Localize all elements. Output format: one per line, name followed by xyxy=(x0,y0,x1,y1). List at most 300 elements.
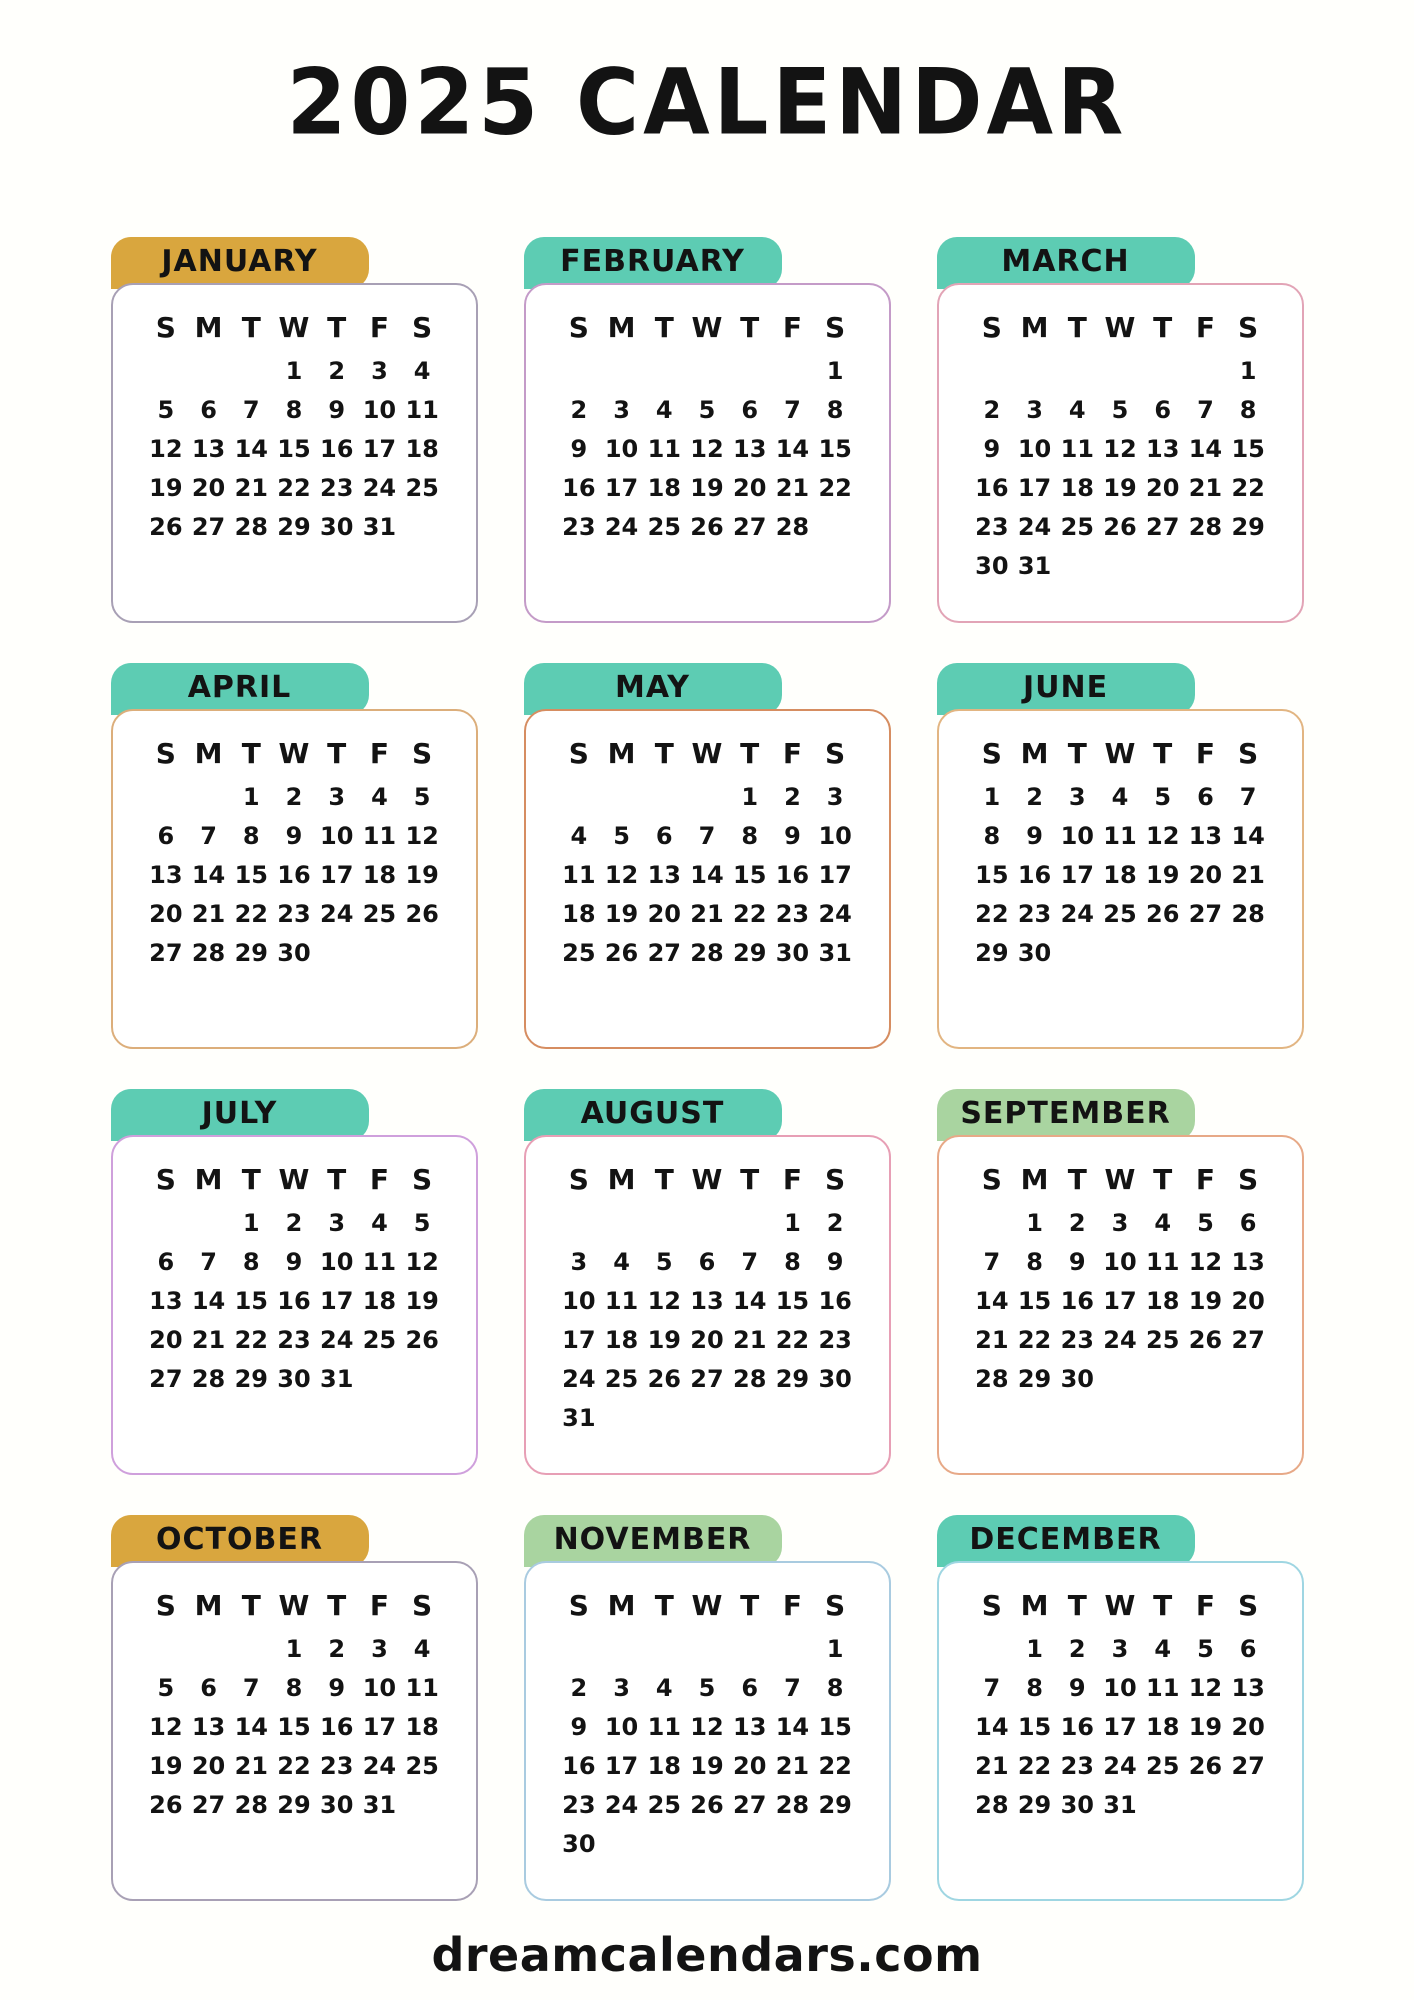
day-cell: 21 xyxy=(975,1752,1009,1780)
day-cell: 19 xyxy=(405,861,439,889)
day-cell: 29 xyxy=(1017,1365,1052,1393)
day-cell: 28 xyxy=(733,1365,767,1393)
day-cell: 29 xyxy=(1231,513,1265,541)
empty-cell xyxy=(771,1630,814,1669)
day-cell: 7 xyxy=(983,1248,1001,1276)
weekday-header: F xyxy=(782,1589,802,1622)
day-cell: 8 xyxy=(826,1674,844,1702)
month-card-february xyxy=(524,283,891,623)
month-card-may xyxy=(524,709,891,1049)
day-cell: 5 xyxy=(413,783,431,811)
day-cell: 15 xyxy=(1017,1287,1052,1315)
week-row xyxy=(145,1243,444,1282)
day-cell: 27 xyxy=(149,939,183,967)
empty-cell xyxy=(643,1825,686,1864)
weekday-header: S xyxy=(568,737,589,770)
day-cell: 29 xyxy=(975,939,1009,967)
weekday-header-row xyxy=(971,1589,1270,1622)
day-cell: 5 xyxy=(613,822,630,850)
day-cell: 27 xyxy=(647,939,681,967)
day-cell: 22 xyxy=(1017,1752,1052,1780)
day-cell: 28 xyxy=(1188,513,1223,541)
day-cell: 17 xyxy=(362,1713,397,1741)
day-cell: 29 xyxy=(818,1791,852,1819)
weekday-header: W xyxy=(691,311,723,344)
month-tab-july: JULY xyxy=(111,1089,369,1141)
month-november xyxy=(524,1515,891,1901)
day-cell: 28 xyxy=(234,1791,268,1819)
day-cell: 25 xyxy=(562,939,596,967)
week-row xyxy=(145,1786,444,1825)
day-cell: 31 xyxy=(362,513,397,541)
day-cell: 28 xyxy=(975,1791,1009,1819)
day-cell: 5 xyxy=(655,1248,673,1276)
day-cell: 14 xyxy=(775,435,810,463)
day-cell: 8 xyxy=(1239,396,1257,424)
weekday-header-row xyxy=(145,737,444,770)
day-cell: 21 xyxy=(775,1752,810,1780)
day-cell: 13 xyxy=(733,1713,767,1741)
day-cell: 8 xyxy=(826,396,844,424)
day-cell: 26 xyxy=(1188,1752,1223,1780)
month-may xyxy=(524,663,891,1049)
weekday-header: F xyxy=(782,1163,802,1196)
weekday-header-row xyxy=(558,311,857,344)
day-cell: 7 xyxy=(784,1674,801,1702)
empty-cell xyxy=(1184,934,1227,973)
week-row xyxy=(971,430,1270,469)
weekday-header: S xyxy=(155,1589,176,1622)
day-cell: 20 xyxy=(1231,1287,1265,1315)
day-cell: 3 xyxy=(328,1209,346,1237)
day-cell: 17 xyxy=(1060,861,1094,889)
empty-cell xyxy=(728,352,771,391)
empty-cell xyxy=(1013,352,1056,391)
weekday-header: W xyxy=(691,737,723,770)
day-cell: 4 xyxy=(1154,1635,1172,1663)
empty-cell xyxy=(600,1399,643,1438)
day-cell: 22 xyxy=(1231,474,1265,502)
day-cell: 21 xyxy=(191,900,226,928)
month-card-august xyxy=(524,1135,891,1475)
week-row xyxy=(145,895,444,934)
day-cell: 11 xyxy=(647,435,681,463)
day-cell: 6 xyxy=(157,822,175,850)
weekday-header: F xyxy=(1195,1163,1215,1196)
day-cell: 31 xyxy=(1103,1791,1137,1819)
day-cell: 12 xyxy=(647,1287,681,1315)
day-cell: 27 xyxy=(690,1365,724,1393)
week-row xyxy=(558,1708,857,1747)
day-cell: 23 xyxy=(975,513,1009,541)
weekday-header: M xyxy=(194,1589,223,1622)
week-row xyxy=(145,856,444,895)
day-cell: 24 xyxy=(1103,1752,1137,1780)
day-cell: 1 xyxy=(1239,357,1257,385)
day-cell: 9 xyxy=(826,1248,844,1276)
day-cell: 5 xyxy=(698,1674,716,1702)
day-cell: 18 xyxy=(362,861,397,889)
weekday-header: F xyxy=(1195,311,1215,344)
day-cell: 21 xyxy=(690,900,724,928)
week-row xyxy=(558,934,857,973)
day-cell: 29 xyxy=(277,1791,311,1819)
day-cell: 18 xyxy=(562,900,596,928)
month-card-november xyxy=(524,1561,891,1901)
day-cell: 24 xyxy=(818,900,852,928)
day-cell: 25 xyxy=(362,900,397,928)
empty-cell xyxy=(401,934,444,973)
month-august xyxy=(524,1089,891,1475)
day-cell: 24 xyxy=(604,513,639,541)
day-cell: 1 xyxy=(242,783,260,811)
day-cell: 17 xyxy=(818,861,852,889)
day-cell: 12 xyxy=(1188,1674,1223,1702)
day-cell: 10 xyxy=(1060,822,1094,850)
day-cell: 15 xyxy=(733,861,767,889)
day-cell: 23 xyxy=(562,513,596,541)
weekday-header: F xyxy=(1195,737,1215,770)
day-cell: 20 xyxy=(149,1326,183,1354)
day-cell: 6 xyxy=(200,1674,217,1702)
week-row xyxy=(558,1360,857,1399)
weekday-header-row xyxy=(558,1589,857,1622)
day-cell: 16 xyxy=(562,474,596,502)
weekday-header: W xyxy=(1104,1163,1136,1196)
day-cell: 8 xyxy=(1026,1674,1043,1702)
day-cell: 24 xyxy=(562,1365,596,1393)
week-row xyxy=(971,469,1270,508)
weekday-header: T xyxy=(654,311,674,344)
day-cell: 22 xyxy=(234,1326,268,1354)
weekday-header: F xyxy=(369,1163,389,1196)
day-cell: 3 xyxy=(328,783,346,811)
day-cell: 30 xyxy=(1060,1791,1094,1819)
day-cell: 17 xyxy=(320,861,354,889)
week-row xyxy=(145,1708,444,1747)
day-cell: 3 xyxy=(826,783,844,811)
week-row xyxy=(558,352,857,391)
day-cell: 12 xyxy=(149,1713,183,1741)
weekday-header: T xyxy=(1067,1163,1087,1196)
empty-cell xyxy=(643,778,686,817)
day-cell: 29 xyxy=(775,1365,810,1393)
weekday-header: T xyxy=(1153,1163,1173,1196)
day-cell: 25 xyxy=(1103,900,1137,928)
day-cell: 8 xyxy=(285,1674,303,1702)
weekday-header: M xyxy=(607,311,636,344)
day-cell: 9 xyxy=(1068,1248,1086,1276)
empty-cell xyxy=(686,1399,729,1438)
week-row xyxy=(145,1282,444,1321)
day-cell: 21 xyxy=(733,1326,767,1354)
day-cell: 18 xyxy=(647,474,681,502)
weekday-header: T xyxy=(241,1589,261,1622)
day-cell: 2 xyxy=(285,1209,303,1237)
weekday-header: M xyxy=(607,1589,636,1622)
day-cell: 15 xyxy=(775,1287,810,1315)
day-cell: 1 xyxy=(784,1209,801,1237)
month-tab-march: MARCH xyxy=(937,237,1195,289)
day-cell: 17 xyxy=(562,1326,596,1354)
weekday-header: T xyxy=(241,737,261,770)
day-cell: 5 xyxy=(1111,396,1129,424)
day-cell: 5 xyxy=(413,1209,431,1237)
month-tab-december: DECEMBER xyxy=(937,1515,1195,1567)
day-cell: 16 xyxy=(1017,861,1052,889)
weekday-header: T xyxy=(327,1589,347,1622)
week-row xyxy=(145,1321,444,1360)
day-cell: 4 xyxy=(655,396,673,424)
empty-cell xyxy=(971,1630,1014,1669)
empty-cell xyxy=(1141,1360,1184,1399)
day-cell: 6 xyxy=(157,1248,175,1276)
footer-url: dreamcalendars.com xyxy=(431,1928,983,1982)
weekday-header-row xyxy=(145,311,444,344)
weekday-header: W xyxy=(278,737,310,770)
weekday-header: T xyxy=(1067,737,1087,770)
day-cell: 20 xyxy=(647,900,681,928)
week-row xyxy=(558,430,857,469)
month-tab-september: SEPTEMBER xyxy=(937,1089,1195,1141)
day-cell: 6 xyxy=(1154,396,1172,424)
day-cell: 18 xyxy=(1060,474,1094,502)
week-row xyxy=(971,1360,1270,1399)
day-cell: 11 xyxy=(1146,1674,1180,1702)
day-cell: 17 xyxy=(604,1752,639,1780)
weekday-header: S xyxy=(981,1589,1002,1622)
week-row xyxy=(558,1282,857,1321)
weekday-header: S xyxy=(568,1163,589,1196)
day-cell: 27 xyxy=(1231,1752,1265,1780)
weekday-header: S xyxy=(981,737,1002,770)
day-cell: 13 xyxy=(191,435,226,463)
month-tab-april: APRIL xyxy=(111,663,369,715)
empty-cell xyxy=(187,352,230,391)
empty-cell xyxy=(814,1825,857,1864)
day-cell: 10 xyxy=(604,1713,639,1741)
empty-cell xyxy=(600,1825,643,1864)
empty-cell xyxy=(686,1825,729,1864)
empty-cell xyxy=(600,1630,643,1669)
weekday-header: S xyxy=(825,311,846,344)
day-cell: 13 xyxy=(690,1287,724,1315)
empty-cell xyxy=(971,352,1014,391)
day-cell: 26 xyxy=(405,900,439,928)
day-cell: 23 xyxy=(775,900,810,928)
day-cell: 13 xyxy=(1231,1674,1265,1702)
day-cell: 9 xyxy=(285,1248,303,1276)
month-december xyxy=(937,1515,1304,1901)
weekday-header: M xyxy=(194,737,223,770)
day-cell: 28 xyxy=(775,513,810,541)
weekday-header: S xyxy=(155,1163,176,1196)
empty-cell xyxy=(1184,547,1227,586)
day-cell: 11 xyxy=(1060,435,1094,463)
day-cell: 7 xyxy=(1197,396,1214,424)
week-row xyxy=(558,1321,857,1360)
day-cell: 17 xyxy=(362,435,397,463)
day-cell: 3 xyxy=(1026,396,1043,424)
day-cell: 26 xyxy=(1146,900,1180,928)
day-cell: 22 xyxy=(775,1326,810,1354)
empty-cell xyxy=(728,1630,771,1669)
day-cell: 24 xyxy=(1017,513,1052,541)
week-row xyxy=(145,430,444,469)
day-cell: 11 xyxy=(1146,1248,1180,1276)
day-cell: 3 xyxy=(1111,1209,1129,1237)
weekday-header-row xyxy=(971,1163,1270,1196)
empty-cell xyxy=(1099,934,1142,973)
day-cell: 23 xyxy=(277,1326,311,1354)
weekday-header: W xyxy=(278,311,310,344)
week-row xyxy=(971,1243,1270,1282)
day-cell: 11 xyxy=(647,1713,681,1741)
day-cell: 10 xyxy=(320,822,354,850)
day-cell: 6 xyxy=(200,396,217,424)
empty-cell xyxy=(600,1204,643,1243)
empty-cell xyxy=(358,934,401,973)
day-cell: 26 xyxy=(405,1326,439,1354)
weekday-header: W xyxy=(691,1163,723,1196)
day-cell: 11 xyxy=(362,822,397,850)
day-cell: 3 xyxy=(613,396,630,424)
empty-cell xyxy=(643,352,686,391)
weekday-header: S xyxy=(1238,1589,1259,1622)
day-cell: 3 xyxy=(371,1635,388,1663)
weekday-header: W xyxy=(1104,311,1136,344)
month-tab-november: NOVEMBER xyxy=(524,1515,782,1567)
day-cell: 10 xyxy=(562,1287,596,1315)
day-cell: 27 xyxy=(191,513,226,541)
day-cell: 22 xyxy=(277,1752,311,1780)
day-cell: 7 xyxy=(200,822,217,850)
day-cell: 10 xyxy=(818,822,852,850)
empty-cell xyxy=(686,778,729,817)
day-cell: 15 xyxy=(818,435,852,463)
week-row xyxy=(558,1786,857,1825)
empty-cell xyxy=(1099,547,1142,586)
day-cell: 26 xyxy=(1188,1326,1223,1354)
week-row xyxy=(971,1708,1270,1747)
day-cell: 9 xyxy=(1026,822,1043,850)
weekday-header: W xyxy=(1104,1589,1136,1622)
day-cell: 8 xyxy=(1026,1248,1043,1276)
empty-cell xyxy=(558,352,601,391)
empty-cell xyxy=(145,1204,188,1243)
day-cell: 2 xyxy=(1068,1209,1086,1237)
day-cell: 18 xyxy=(1103,861,1137,889)
day-cell: 13 xyxy=(733,435,767,463)
day-cell: 22 xyxy=(733,900,767,928)
week-row xyxy=(558,469,857,508)
day-cell: 15 xyxy=(1017,1713,1052,1741)
day-cell: 28 xyxy=(1231,900,1265,928)
weekday-header: S xyxy=(825,737,846,770)
day-cell: 20 xyxy=(1146,474,1180,502)
day-cell: 19 xyxy=(604,900,639,928)
weekday-header: F xyxy=(369,737,389,770)
week-row xyxy=(558,508,857,547)
day-cell: 10 xyxy=(320,1248,354,1276)
day-cell: 15 xyxy=(818,1713,852,1741)
empty-cell xyxy=(558,1630,601,1669)
empty-cell xyxy=(145,352,188,391)
day-cell: 27 xyxy=(1146,513,1180,541)
weekday-header: M xyxy=(607,737,636,770)
day-cell: 23 xyxy=(277,900,311,928)
day-cell: 13 xyxy=(1231,1248,1265,1276)
day-cell: 28 xyxy=(775,1791,810,1819)
day-cell: 4 xyxy=(413,1635,431,1663)
day-cell: 8 xyxy=(242,1248,260,1276)
empty-cell xyxy=(771,352,814,391)
day-cell: 15 xyxy=(234,1287,268,1315)
day-cell: 14 xyxy=(975,1713,1009,1741)
day-cell: 2 xyxy=(784,783,801,811)
week-row xyxy=(971,1282,1270,1321)
day-cell: 21 xyxy=(775,474,810,502)
weekday-header: S xyxy=(568,1589,589,1622)
weekday-header: W xyxy=(278,1163,310,1196)
day-cell: 22 xyxy=(234,900,268,928)
day-cell: 1 xyxy=(242,1209,260,1237)
day-cell: 11 xyxy=(405,1674,439,1702)
weekday-header-row xyxy=(971,311,1270,344)
empty-cell xyxy=(145,1630,188,1669)
day-cell: 12 xyxy=(690,1713,724,1741)
week-row xyxy=(971,1204,1270,1243)
empty-cell xyxy=(1227,547,1270,586)
week-row xyxy=(145,391,444,430)
day-cell: 4 xyxy=(613,1248,630,1276)
empty-cell xyxy=(401,508,444,547)
day-cell: 26 xyxy=(647,1365,681,1393)
month-tab-january: JANUARY xyxy=(111,237,369,289)
weekday-header: S xyxy=(1238,737,1259,770)
week-row xyxy=(558,1747,857,1786)
day-cell: 1 xyxy=(983,783,1001,811)
weekday-header: M xyxy=(1020,1589,1049,1622)
day-cell: 12 xyxy=(1146,822,1180,850)
month-card-april xyxy=(111,709,478,1049)
day-cell: 2 xyxy=(328,1635,346,1663)
week-row xyxy=(558,817,857,856)
empty-cell xyxy=(686,1204,729,1243)
day-cell: 6 xyxy=(1239,1209,1257,1237)
day-cell: 26 xyxy=(690,1791,724,1819)
day-cell: 11 xyxy=(362,1248,397,1276)
day-cell: 30 xyxy=(818,1365,852,1393)
day-cell: 14 xyxy=(1188,435,1223,463)
calendar-grid xyxy=(0,237,1414,1901)
weekday-header: T xyxy=(740,1163,760,1196)
empty-cell xyxy=(230,1630,273,1669)
day-cell: 17 xyxy=(1017,474,1052,502)
day-cell: 20 xyxy=(733,1752,767,1780)
week-row xyxy=(971,1747,1270,1786)
weekday-header: T xyxy=(327,1163,347,1196)
weekday-header: T xyxy=(241,311,261,344)
day-cell: 27 xyxy=(149,1365,183,1393)
day-cell: 30 xyxy=(1060,1365,1094,1393)
day-cell: 6 xyxy=(741,396,759,424)
day-cell: 14 xyxy=(690,861,724,889)
day-cell: 26 xyxy=(149,513,183,541)
day-cell: 6 xyxy=(741,1674,759,1702)
weekday-header: T xyxy=(327,737,347,770)
weekday-header: M xyxy=(1020,311,1049,344)
